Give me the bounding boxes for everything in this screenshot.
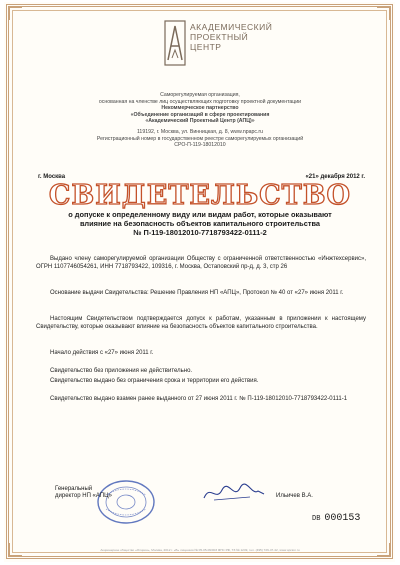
certificate-number: № П-119-18012010-7718793422-0111-2 [133, 228, 267, 238]
header-line: 119192, г. Москва, ул. Винницкая, д. 8, www.npapc.ru [136, 128, 264, 135]
logo-text-line: ПРОЕКТНЫЙ [190, 32, 249, 42]
handwritten-signature [200, 482, 268, 504]
signatory-title-line: директор НП «АПЦ» [55, 493, 112, 500]
confirmation-paragraph: Настоящим Свидетельством подтверждается допуск к работам, указанным в приложении к настоящему Свидетельству, которые оказывают влияние на безопасность объектов капитального строительства. [36, 316, 366, 330]
subtitle-line: о допуске к определенному виду или видам работ, которые оказывают [68, 210, 332, 219]
corner-ornament [8, 543, 22, 557]
header-line: СРО-П-119-18012010 [174, 142, 226, 149]
issue-date: «21» декабря 2012 г. [305, 174, 365, 180]
corner-ornament [377, 6, 391, 20]
header-line: основанная на членстве лиц осуществляющих подготовку проектной документации [98, 98, 302, 105]
header-line: «Академический Проектный Центр (АПЦ)» [145, 118, 255, 125]
series-prefix: DB [312, 515, 321, 523]
issue-place: г. Москва [38, 174, 66, 180]
logo-text-line: ЦЕНТР [190, 42, 222, 52]
replacement-paragraph: Свидетельство выдано взамен ранее выданного от 27 июня 2011 г. № П-119-18012010-7718793422-0111-1 [50, 396, 348, 402]
territory-note: Свидетельство выдано без ограничения срока и территории его действия. [50, 378, 259, 384]
subtitle-line: влияние на безопасность объектов капитального строительства [79, 219, 321, 229]
series-digits: 000153 [324, 513, 361, 524]
corner-ornament [377, 543, 391, 557]
signatory-title-line: Генеральный [55, 486, 93, 492]
start-date-paragraph: Начало действия с «27» июня 2011 г. [50, 350, 154, 356]
logo-text-line: АКАДЕМИЧЕСКИЙ [190, 22, 273, 32]
series-number [312, 513, 360, 524]
issuer-header [40, 92, 360, 149]
header-line: Регистрационный номер в государственном реестре саморегулируемых организаций [96, 135, 304, 142]
printer-footer: Акционерное общество «Опцион», Москва, 2012 г. «Б» лицензия № 05-05-09/003 ФНС РФ, ТЗ № 1249, тел. (495) 726-47-42, www.opcion.ru [100, 548, 300, 552]
header-line: Саморегулируемая организация, [160, 92, 240, 98]
issuer-logo-text [190, 22, 280, 52]
basis-paragraph: Основание выдачи Свидетельства: Решение Правления НП «АПЦ», Протокол № 40 от «27» июня 2011 г. [50, 290, 344, 296]
signatory-title [55, 486, 112, 501]
certificate-subtitle [34, 210, 366, 238]
certificate-title: СВИДЕТЕЛЬСТВО [48, 180, 352, 211]
header-line: Некоммерческое партнерство [161, 105, 239, 112]
corner-ornament [8, 6, 22, 20]
header-line: «Объединение организаций в сфере проектирования [130, 111, 270, 118]
validity-note: Свидетельство без приложения не действительно. [50, 368, 193, 374]
issued-to-paragraph: Выдано члену саморегулируемой организации Обществу с ограниченной ответственностью «Инжтехсервис», ОГРН 1107746054261, ИНН 7718793422, 109316, г. Москва, Остаповский пр-д, д. 3, стр 26 [36, 256, 366, 270]
signatory-name: Ильичев В.А. [276, 493, 313, 499]
apc-logo-icon [164, 20, 186, 66]
